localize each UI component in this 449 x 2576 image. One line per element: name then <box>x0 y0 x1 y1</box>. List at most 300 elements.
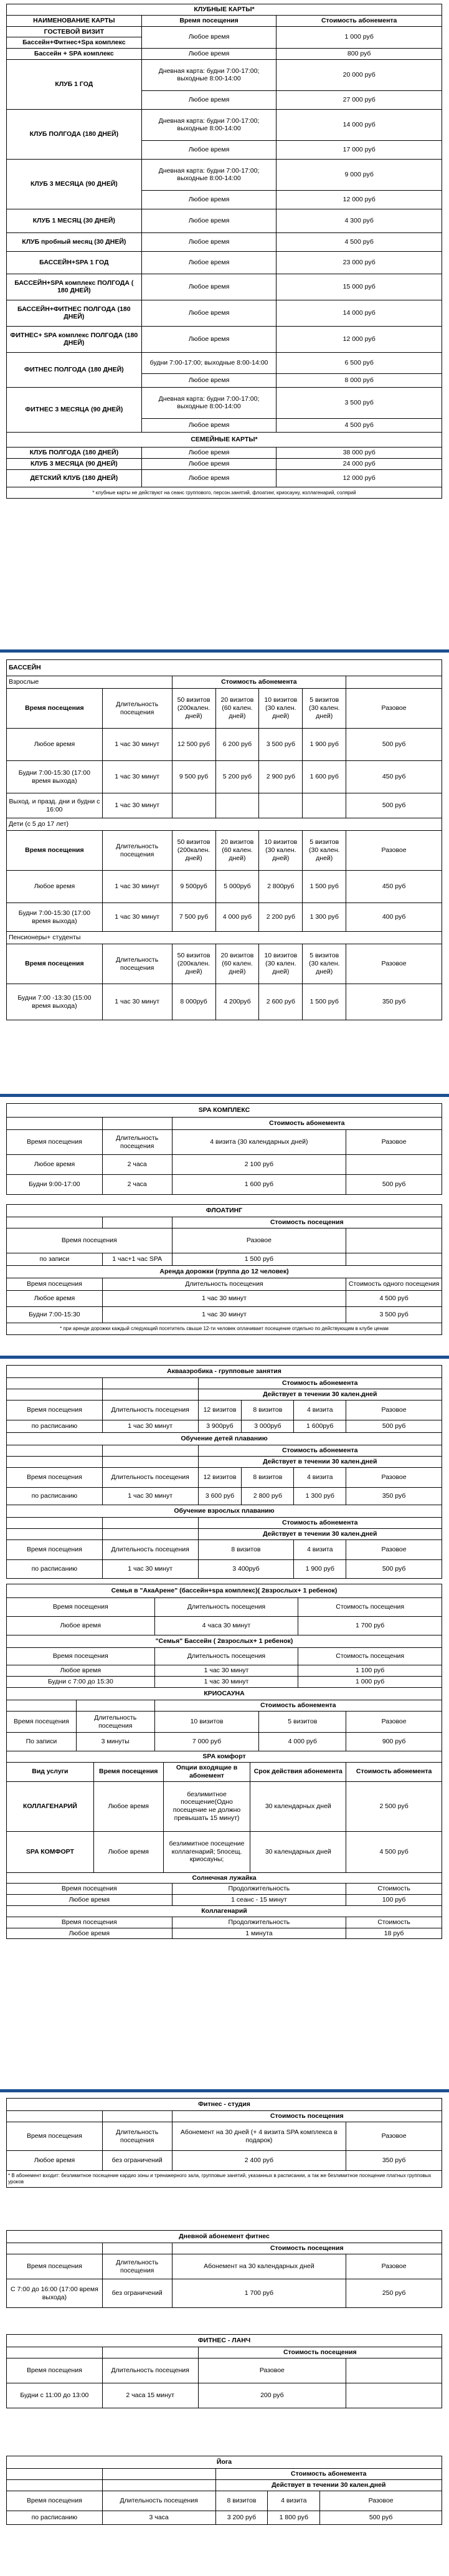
card-time: Любое время <box>141 274 276 300</box>
card-price: 8 000 руб <box>276 373 442 387</box>
cell: Любое время <box>7 729 103 761</box>
header-cell: Стоимость абонемента <box>198 1445 442 1457</box>
cell: 500 руб <box>346 793 442 818</box>
header-cell: Стоимость посещения <box>172 2111 442 2122</box>
card-name: КЛУБ ПОЛГОДА (180 ДНЕЙ) <box>7 109 142 159</box>
cell: 350 руб <box>346 2151 442 2171</box>
section-title: ФЛОАТИНГ <box>7 1205 442 1217</box>
cell: 2 часа 15 минут <box>102 2383 198 2408</box>
cell: 250 руб <box>346 2279 442 2308</box>
cell: 2 100 руб <box>172 1155 346 1175</box>
card-time: Любое время <box>141 300 276 326</box>
cell: Любое время <box>7 871 103 903</box>
cell: 4 часа 30 минут <box>154 1617 298 1635</box>
cell: 900 руб <box>346 1733 442 1751</box>
cell: безлимитное посещение(Одно посещение не должно превышать 15 минут) <box>163 1781 250 1831</box>
header-cell: Стоимость абонемента <box>198 1518 442 1529</box>
cell: 500 руб <box>346 1420 442 1433</box>
card-price: 9 000 руб <box>276 159 442 190</box>
fitness-studio-section <box>6 2098 442 2188</box>
header-cell: Длительность посещения <box>102 2122 172 2151</box>
header-cell: Время посещения <box>7 1917 173 1928</box>
header-cell: 50 визитов (200кален. дней) <box>172 944 215 984</box>
header-cell: Время посещения <box>7 1130 103 1155</box>
header-cell: Длительность посещения <box>102 2491 215 2511</box>
cell: Будни 7:00-15:30 (17:00 время выхода) <box>7 903 103 932</box>
card-price: 12 000 руб <box>276 326 442 352</box>
pool-section <box>6 659 442 1020</box>
header-cell: 4 визита (30 календарных дней) <box>172 1130 346 1155</box>
section-title: Коллагенарий <box>7 1905 442 1917</box>
header-cell: Время посещения <box>93 1763 163 1782</box>
cell: 1 час 30 минут <box>102 729 172 761</box>
cell: 1 500 руб <box>172 1253 346 1266</box>
header-cell: Абонемент на 30 дней (+ 4 визита SPA комплекса в подарок) <box>172 2122 346 2151</box>
cell: 3 200 руб <box>215 2511 268 2525</box>
cell: Будни с 11:00 до 13:00 <box>7 2383 103 2408</box>
section-title: Солнечная лужайка <box>7 1872 442 1884</box>
header-cell: 20 визитов (60 кален. дней) <box>215 689 259 729</box>
day-fitness-section <box>6 2230 442 2308</box>
cell: 200 руб <box>198 2383 346 2408</box>
cell: без ограничений <box>102 2279 172 2308</box>
cell: 2 часа <box>102 1155 172 1175</box>
cell: Будни 7:00-15:30 <box>7 1307 103 1323</box>
cell: 1 700 руб <box>172 2279 346 2308</box>
header-cell: Разовое <box>346 689 442 729</box>
header-cell: Стоимость абонемента <box>172 1118 442 1130</box>
header-cell: Действует в течении 30 кален.дней <box>215 2480 442 2491</box>
cell: 3 900руб <box>198 1420 242 1433</box>
card-name: КЛУБ 3 МЕСЯЦА (90 ДНЕЙ) <box>7 159 142 209</box>
yoga-section <box>6 2456 442 2525</box>
cell: 4 000 руб <box>259 1733 346 1751</box>
card-time: Дневная карта: будни 7:00-17:00; выходные 8:00-14:00 <box>141 159 276 190</box>
card-name: КЛУБ 1 МЕСЯЦ (30 ДНЕЙ) <box>7 209 142 232</box>
cell: 5 000руб <box>215 871 259 903</box>
section-title: SPA КОМПЛЕКС <box>7 1104 442 1118</box>
cell: по расписанию <box>7 1560 103 1579</box>
section-title: Семья в "АкаАрене" (бассейн+spa комплекс)( 2взрослых+ 1 ребенок) <box>7 1584 442 1598</box>
cell: Любое время <box>7 1291 103 1307</box>
cell: 1 600 руб <box>172 1175 346 1195</box>
cell: 1 час 30 минут <box>154 1665 298 1677</box>
footnote: * В абонемент входит: безлимитное посещение кардио зоны и тренажерного зала, групповые занятий, указанных в расписании, а так же безлимитное посещение платных групповых уроков <box>7 2171 442 2188</box>
club-cards-table <box>6 4 442 499</box>
header-cell: Время посещения <box>7 1468 103 1488</box>
card-price: 4 500 руб <box>276 418 442 432</box>
cell: 500 руб <box>346 1560 442 1579</box>
cell: 30 календарных дней <box>250 1831 346 1872</box>
header-cell: Время посещения <box>7 1278 103 1291</box>
section-title: "Семья" Бассейн ( 2взрослых+ 1 ребенок) <box>7 1635 442 1648</box>
section-divider <box>0 1094 449 1097</box>
card-price: 14 000 руб <box>276 300 442 326</box>
section-title: ФИТНЕС - ЛАНЧ <box>7 2335 442 2347</box>
section-title: Обучение детей плаванию <box>7 1433 442 1445</box>
card-name: ФИТНЕС 3 МЕСЯЦА (90 ДНЕЙ) <box>7 387 142 432</box>
header-cell: Стоимость посещения <box>298 1598 442 1617</box>
cell: 12 500 руб <box>172 729 215 761</box>
cell: 400 руб <box>346 903 442 932</box>
cell: 1 час 30 минут <box>102 871 172 903</box>
cell: 4 200руб <box>215 984 259 1020</box>
card-price: 12 000 руб <box>276 190 442 209</box>
card-time: Любое время <box>141 469 276 487</box>
header-cell: 4 визита <box>294 1468 346 1488</box>
header-cell: Разовое <box>346 1712 442 1733</box>
header-cell: Разовое <box>346 2122 442 2151</box>
cell: по расписанию <box>7 1420 103 1433</box>
cell: 1 час 30 минут <box>102 1560 198 1579</box>
fitness-studio-table <box>6 2098 442 2188</box>
header-cell: Длительность посещения <box>102 689 172 729</box>
cell: 500 руб <box>320 2511 442 2525</box>
header-cell: Действует в течении 30 кален.дней <box>198 1389 442 1401</box>
header-cell: 10 визитов (30 кален. дней) <box>259 944 303 984</box>
cell: С 7:00 до 16:00 (17:00 время выхода) <box>7 2279 103 2308</box>
header-cell: 8 визитов <box>242 1401 294 1420</box>
header-cell: Срок действия абонемента <box>250 1763 346 1782</box>
header-cell: Стоимость абонемента <box>172 676 346 689</box>
aqua-aerobics-section <box>6 1365 442 1939</box>
header-cell: Длительность посещения <box>102 1468 198 1488</box>
header-cell: Время посещения <box>141 15 276 26</box>
header-cell: Разовое <box>346 1540 442 1560</box>
card-price: 12 000 руб <box>276 469 442 487</box>
card-name: ДЕТСКИЙ КЛУБ (180 ДНЕЙ) <box>7 469 142 487</box>
aqua-arena-family-table <box>6 1584 442 1688</box>
card-time: Любое время <box>141 49 276 60</box>
cell: 5 200 руб <box>215 761 259 793</box>
card-name: БАССЕЙН+ФИТНЕС ПОЛГОДА (180 ДНЕЙ) <box>7 300 142 326</box>
card-time: Любое время <box>141 90 276 109</box>
cell: по расписанию <box>7 2511 103 2525</box>
cell: 1 500 руб <box>303 871 346 903</box>
header-cell: 10 визитов <box>154 1712 259 1733</box>
cell: 500 руб <box>346 729 442 761</box>
cell: 450 руб <box>346 871 442 903</box>
card-price: 4 500 руб <box>276 232 442 251</box>
header-cell: Время посещения <box>7 689 103 729</box>
header-cell: 8 визитов <box>198 1540 294 1560</box>
header-cell: Стоимость абонемента <box>215 2469 442 2480</box>
cell: 1 000 руб <box>298 1677 442 1688</box>
cell: Будни с 7:00 до 15:30 <box>7 1677 155 1688</box>
fitness-lunch-table <box>6 2334 442 2408</box>
cell: Будни 7:00 -13:30 (15:00 время выхода) <box>7 984 103 1020</box>
section-divider <box>0 2089 449 2092</box>
cell: Любое время <box>7 1155 103 1175</box>
floating-section <box>6 1204 442 1335</box>
cell: 1 минута <box>172 1928 346 1939</box>
cell: 1 час 30 минут <box>154 1677 298 1688</box>
card-time: Любое время <box>141 209 276 232</box>
header-cell: Действует в течении 30 кален.дней <box>198 1457 442 1468</box>
header-cell: Стоимость абонемента <box>198 1378 442 1389</box>
header-cell: Опции входящие в абонемент <box>163 1763 250 1782</box>
header-cell: Длительность посещения <box>102 2358 198 2383</box>
card-time: Дневная карта: будни 7:00-17:00; выходные 8:00-14:00 <box>141 387 276 418</box>
header-cell: Стоимость абонемента <box>346 1763 442 1782</box>
cell: 4 500 руб <box>346 1291 442 1307</box>
header-cell: Длительность посещения <box>102 1130 172 1155</box>
cell: 1 час+1 час SPA <box>102 1253 172 1266</box>
header-cell: Стоимость посещения <box>298 1648 442 1665</box>
header-cell: Стоимость <box>346 1884 442 1895</box>
cell: 30 календарных дней <box>250 1781 346 1831</box>
card-name: КЛУБ 1 ГОД <box>7 59 142 109</box>
header-cell: Время посещения <box>7 1648 155 1665</box>
cell: 1 100 руб <box>298 1665 442 1677</box>
header-cell: Длительность посещения <box>102 1540 198 1560</box>
cell: 450 руб <box>346 761 442 793</box>
cell: 6 200 руб <box>215 729 259 761</box>
cell: 1 час 30 минут <box>102 761 172 793</box>
header-cell: Длительность посещения <box>102 831 172 871</box>
cell: 3 часа <box>102 2511 215 2525</box>
cell: 2 500 руб <box>346 1781 442 1831</box>
cell: 3 минуты <box>76 1733 154 1751</box>
card-price: 17 000 руб <box>276 140 442 159</box>
cell: 1 час 30 минут <box>102 1488 198 1505</box>
card-name: Бассейн + SPA комплекс <box>7 49 142 60</box>
header-cell: Длительность посещения <box>154 1648 298 1665</box>
cell: 100 руб <box>346 1895 442 1906</box>
cell: Любое время <box>7 2151 103 2171</box>
card-name: КЛУБ 3 МЕСЯЦА (90 ДНЕЙ) <box>7 458 142 469</box>
header-cell: Время посещения <box>7 1540 103 1560</box>
header-cell: Разовое <box>346 944 442 984</box>
cell: Любое время <box>7 1617 155 1635</box>
cell <box>215 793 259 818</box>
group-label: Пенсионеры+ студенты <box>7 932 442 944</box>
header-cell: Время посещения <box>7 2122 103 2151</box>
card-time: Любое время <box>141 373 276 387</box>
footnote: * при аренде дорожки каждый следующий посетитель свыше 12-ти человек оплачивает посещение отдельно по действующим в клубе ценам <box>7 1323 442 1335</box>
header-cell: Длительность посещения <box>102 1401 198 1420</box>
header-cell: Длительность посещения <box>102 2254 172 2279</box>
cell: 3 000руб <box>242 1420 294 1433</box>
cell: Любое время <box>7 1928 173 1939</box>
header-cell: 20 визитов (60 кален. дней) <box>215 944 259 984</box>
yoga-table <box>6 2456 442 2525</box>
section-title: SPA комфорт <box>7 1751 442 1763</box>
spa-section <box>6 1103 442 1195</box>
group-label: Взрослые <box>7 676 173 689</box>
header-cell: Время посещения <box>7 1884 173 1895</box>
cell: Любое время <box>93 1781 163 1831</box>
cell: 2 800 руб <box>242 1488 294 1505</box>
card-time: Любое время <box>141 251 276 274</box>
cell: 1 час 30 минут <box>102 1291 346 1307</box>
card-time: Любое время <box>141 190 276 209</box>
cell: без ограничений <box>102 2151 172 2171</box>
floating-table <box>6 1204 442 1335</box>
spa-table <box>6 1103 442 1195</box>
cell: 18 руб <box>346 1928 442 1939</box>
header-cell: 12 визитов <box>198 1468 242 1488</box>
header-cell: Время посещения <box>7 944 103 984</box>
cell: 9 500 руб <box>172 761 215 793</box>
header-cell: Длительность посещения <box>102 1278 346 1291</box>
header-cell: 50 визитов (200кален. дней) <box>172 831 215 871</box>
header-cell: 4 визита <box>294 1540 346 1560</box>
card-name: БАССЕЙН+SPA комплекс ПОЛГОДА ( 180 ДНЕЙ) <box>7 274 142 300</box>
header-cell: 5 визитов (30 кален. дней) <box>303 689 346 729</box>
cell: Любое время <box>93 1831 163 1872</box>
card-price: 3 500 руб <box>276 387 442 418</box>
pool-table <box>6 659 442 1020</box>
club-cards-section <box>6 4 442 499</box>
header-cell: Разовое <box>346 1130 442 1155</box>
cell: 7 000 руб <box>154 1733 259 1751</box>
card-price: 20 000 руб <box>276 59 442 90</box>
header-cell: Действует в течении 30 кален.дней <box>198 1529 442 1540</box>
card-price: 27 000 руб <box>276 90 442 109</box>
cell: 1 800 руб <box>268 2511 320 2525</box>
cell: 1 700 руб <box>298 1617 442 1635</box>
cell: 8 000руб <box>172 984 215 1020</box>
header-cell: Стоимость <box>346 1917 442 1928</box>
header-cell: 8 визитов <box>215 2491 268 2511</box>
card-name: КЛУБ пробный месяц (30 ДНЕЙ) <box>7 232 142 251</box>
cell <box>303 793 346 818</box>
header-cell: 4 визита <box>268 2491 320 2511</box>
cell: безлимитное посещение коллагенарий; 5посещ. криосауны; <box>163 1831 250 1872</box>
header-cell: Время посещения <box>7 2491 103 2511</box>
cell: 2 200 руб <box>259 903 303 932</box>
card-time: Любое время <box>141 26 276 49</box>
header-cell: Продолжительность <box>172 1884 346 1895</box>
header-cell: 12 визитов <box>198 1401 242 1420</box>
cell: по расписанию <box>7 1488 103 1505</box>
header-cell: Время посещения <box>7 1598 155 1617</box>
card-time: Дневная карта: будни 7:00-17:00; выходные 8:00-14:00 <box>141 109 276 140</box>
section-title: БАССЕЙН <box>7 660 442 676</box>
cell: 2 600 руб <box>259 984 303 1020</box>
group-label: Дети (с 5 до 17 лет) <box>7 818 442 831</box>
card-price: 6 500 руб <box>276 352 442 373</box>
header-cell: 5 визитов <box>259 1712 346 1733</box>
spa-comfort-table <box>6 1751 442 1873</box>
card-price: 24 000 руб <box>276 458 442 469</box>
subsection-title: Аренда дорожки (группа до 12 человек) <box>7 1266 442 1278</box>
footnote: * клубные карты не действуют на сеанс группового, персон.занятий, флоатинг, криосауну, коллагенарий, солярий <box>7 487 442 499</box>
header-cell: Время посещения <box>7 1228 173 1253</box>
section-title: КЛУБНЫЕ КАРТЫ* <box>7 4 442 16</box>
header-cell: Абонемент на 30 календарных дней <box>172 2254 346 2279</box>
cell: 350 руб <box>346 1488 442 1505</box>
header-cell: Время посещения <box>7 831 103 871</box>
cell: 1 900 руб <box>303 729 346 761</box>
cell: 1 600руб <box>294 1420 346 1433</box>
cell: КОЛЛАГЕНАРИЙ <box>7 1781 94 1831</box>
section-divider <box>0 1356 449 1359</box>
cell: 7 500 руб <box>172 903 215 932</box>
header-cell: Разовое <box>346 1468 442 1488</box>
fitness-lunch-section <box>6 2334 442 2408</box>
cell: по записи <box>7 1253 103 1266</box>
card-name: ФИТНЕС ПОЛГОДА (180 ДНЕЙ) <box>7 352 142 387</box>
cell: 1 500 руб <box>303 984 346 1020</box>
header-cell: Продолжительность <box>172 1917 346 1928</box>
cell <box>172 793 215 818</box>
aqua-aerobics-table <box>6 1365 442 1505</box>
cell: 1 час 30 минут <box>102 793 172 818</box>
header-cell: Длительность посещения <box>76 1712 154 1733</box>
card-price: 14 000 руб <box>276 109 442 140</box>
cell: 4 000 руб <box>215 903 259 932</box>
card-price: 1 000 руб <box>276 26 442 49</box>
header-cell: Длительность посещения <box>154 1598 298 1617</box>
card-time: будни 7:00-17:00; выходные 8:00-14:00 <box>141 352 276 373</box>
cell: 2 часа <box>102 1175 172 1195</box>
card-time: Любое время <box>141 447 276 458</box>
header-cell: Разовое <box>346 2254 442 2279</box>
cell: 1 час 30 минут <box>102 1307 346 1323</box>
header-cell: Вид услуги <box>7 1763 94 1782</box>
header-cell: Время посещения <box>7 1401 103 1420</box>
cell: 3 500 руб <box>259 729 303 761</box>
cell: 3 400руб <box>198 1560 294 1579</box>
card-price: 800 руб <box>276 49 442 60</box>
section-title: Йога <box>7 2456 442 2469</box>
header-cell: Время посещения <box>7 1712 77 1733</box>
cell: Будни 7:00-15:30 (17:00 время выхода) <box>7 761 103 793</box>
cell: Выход. и празд. дни и будни с 16:00 <box>7 793 103 818</box>
cell: 3 500 руб <box>346 1307 442 1323</box>
cell: 2 800руб <box>259 871 303 903</box>
cell: Любое время <box>7 1665 155 1677</box>
header-cell: Разовое <box>172 1228 346 1253</box>
card-price: 15 000 руб <box>276 274 442 300</box>
card-time: Любое время <box>141 232 276 251</box>
cell: 9 500руб <box>172 871 215 903</box>
cell: По записи <box>7 1733 77 1751</box>
card-time: Любое время <box>141 326 276 352</box>
card-name: ФИТНЕС+ SPA комплекс ПОЛГОДА (180 ДНЕЙ) <box>7 326 142 352</box>
cryo-table <box>6 1687 442 1751</box>
header-cell: Разовое <box>198 2358 346 2383</box>
cell: Будни 9:00-17:00 <box>7 1175 103 1195</box>
header-cell: 5 визитов (30 кален. дней) <box>303 831 346 871</box>
cell <box>346 1155 442 1175</box>
cell: 1 сеанс - 15 минут <box>172 1895 346 1906</box>
header-cell: Время посещения <box>7 2254 103 2279</box>
cell <box>259 793 303 818</box>
cell: 2 900 руб <box>259 761 303 793</box>
header-cell: 8 визитов <box>242 1468 294 1488</box>
header-cell: 20 визитов (60 кален. дней) <box>215 831 259 871</box>
card-time: Любое время <box>141 418 276 432</box>
cell: 4 500 руб <box>346 1831 442 1872</box>
header-cell: Стоимость абонемента <box>154 1700 442 1712</box>
header-cell: Время посещения <box>7 2358 103 2383</box>
card-price: 4 300 руб <box>276 209 442 232</box>
header-cell: Разовое <box>320 2491 442 2511</box>
cell: 1 час 30 минут <box>102 903 172 932</box>
card-time: Любое время <box>141 140 276 159</box>
cell: 500 руб <box>346 1175 442 1195</box>
day-fitness-table <box>6 2230 442 2308</box>
header-cell: 4 визита <box>294 1401 346 1420</box>
header-cell: 10 визитов (30 кален. дней) <box>259 831 303 871</box>
header-cell: 10 визитов (30 кален. дней) <box>259 689 303 729</box>
header-cell: Разовое <box>346 1401 442 1420</box>
solar-table <box>6 1872 442 1940</box>
card-name: КЛУБ ПОЛГОДА (180 ДНЕЙ) <box>7 447 142 458</box>
